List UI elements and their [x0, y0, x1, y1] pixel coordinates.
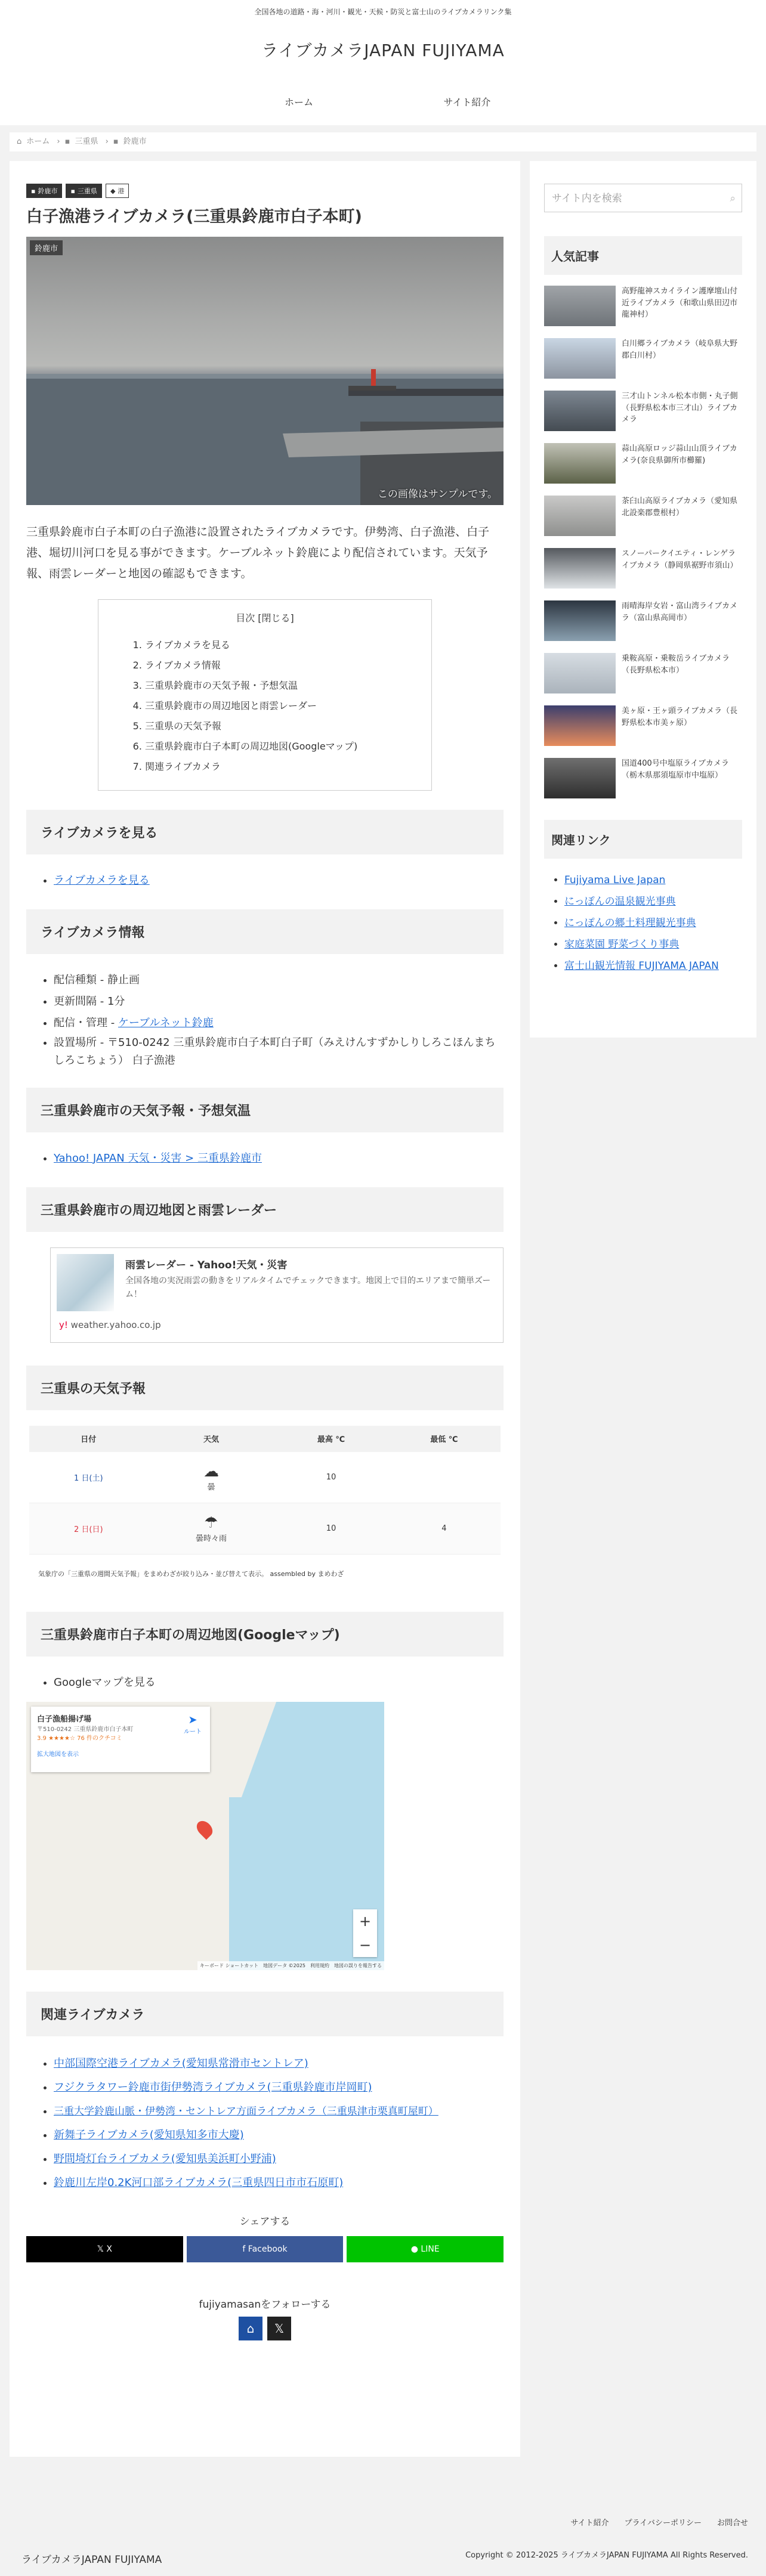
map-place-name: 白子漁船揚げ場	[37, 1715, 92, 1724]
info-item: • 更新間隔 - 1分	[54, 991, 504, 1013]
map-list-item: • Googleマップを見る	[54, 1672, 504, 1693]
footer	[0, 2504, 766, 2576]
cloud-icon: ☁	[203, 1462, 219, 1481]
popular-item-title: 雨晴海岸女岩・富山湾ライブカメラ（富山県高岡市）	[622, 602, 738, 623]
popular-thumbnail	[544, 338, 616, 379]
popular-item-title: 蒜山高原ロッジ蒜山山頂ライブカメラ(奈良県御所市櫛羅)	[622, 444, 737, 465]
low-temp-cell: 4	[388, 1503, 501, 1555]
weather-source-note: 気象庁の「三重県の週間天気予報」をまめわざが絞り込み・並び替えて表示。 assembled by まめわざ	[38, 1570, 344, 1578]
main-content	[10, 161, 520, 2457]
popular-item-title: 白川郷ライブカメラ（岐阜県大野郡白川村）	[622, 339, 738, 360]
category-badge[interactable]	[26, 184, 62, 198]
main-nav	[0, 78, 766, 125]
popular-item[interactable]	[544, 758, 742, 800]
table-header: 最低 ℃	[388, 1426, 501, 1452]
facebook-icon: f	[242, 2244, 246, 2255]
weather-label: 曇時々雨	[195, 1534, 227, 1544]
card-url	[59, 1320, 161, 1330]
x-follow-button[interactable]	[267, 2317, 291, 2340]
share-x-label: X	[106, 2244, 112, 2255]
sidebar	[530, 161, 756, 1038]
sidebar-link[interactable]: にっぽんの郷土料理観光事典	[564, 917, 696, 929]
info-label: 配信・管理 -	[54, 1016, 118, 1029]
yahoo-icon: y!	[59, 1319, 68, 1330]
popular-heading: 人気記事	[544, 236, 742, 275]
high-temp-cell: 10	[274, 1503, 387, 1555]
breadcrumb-home[interactable]: ホーム	[26, 137, 50, 146]
date-cell: 2 日(日)	[29, 1503, 148, 1555]
home-icon: ⌂	[246, 2321, 255, 2336]
related-link[interactable]: フジクラタワー鈴鹿市街伊勢湾ライブカメラ(三重県鈴鹿市岸岡町)	[54, 2081, 372, 2094]
card-url-text: weather.yahoo.co.jp	[70, 1319, 161, 1330]
radar-thumbnail	[57, 1254, 114, 1311]
popular-item-title: 乗鞍高原・乗鞍岳ライブカメラ（長野県松本市）	[622, 654, 730, 675]
popular-thumbnail	[544, 653, 616, 693]
toc-item[interactable]: 1. ライブカメラを見る	[145, 635, 413, 655]
category-label: 鈴鹿市	[38, 187, 58, 195]
section-heading: 三重県鈴鹿市の周辺地図と雨雲レーダー	[26, 1187, 504, 1232]
weather-table	[29, 1426, 501, 1555]
popular-item[interactable]	[544, 496, 742, 537]
table-row	[29, 1503, 501, 1555]
section-heading: 三重県の天気予報	[26, 1366, 504, 1410]
weather-label: 曇	[207, 1482, 215, 1492]
section-heading: ライブカメラを見る	[26, 810, 504, 854]
tag-badge[interactable]	[106, 184, 129, 198]
cloud-rain-icon: ☂	[204, 1514, 218, 1532]
provider-link[interactable]: ケーブルネット鈴鹿	[118, 1016, 214, 1029]
footer-site-name[interactable]: ライブカメラJAPAN FUJIYAMA	[21, 2554, 162, 2566]
nav-home[interactable]: ホーム	[284, 96, 313, 108]
popular-item[interactable]	[544, 391, 742, 432]
popular-item-title: スノーパークイエティ・レンゲライブカメラ（静岡県裾野市須山）	[622, 549, 738, 570]
camera-info-list	[26, 970, 504, 1070]
toc-item[interactable]: 4. 三重県鈴鹿市の周辺地図と雨雲レーダー	[145, 696, 413, 716]
map-info-box	[31, 1707, 210, 1772]
toc-item[interactable]: 5. 三重県の天気予報	[145, 716, 413, 736]
section-heading: ライブカメラ情報	[26, 909, 504, 954]
related-link[interactable]: 新舞子ライブカメラ(愛知県知多市大慶)	[54, 2129, 244, 2142]
popular-item[interactable]	[544, 600, 742, 642]
zoom-out-button[interactable]: −	[359, 1937, 372, 1954]
search-input[interactable]	[544, 184, 742, 212]
map-route[interactable]	[184, 1714, 202, 1735]
breadcrumb-city[interactable]: 鈴鹿市	[123, 137, 147, 146]
toc-item[interactable]: 3. 三重県鈴鹿市の天気予報・予想気温	[145, 676, 413, 696]
tag-icon: ◆	[110, 187, 116, 195]
map-larger-link[interactable]: 拡大地図を表示	[37, 1751, 79, 1758]
tag-label: 港	[118, 187, 125, 195]
popular-thumbnail	[544, 600, 616, 641]
map-footer: キーボード ショートカット 地図データ ©2025 利用規約 地図の誤りを報告する	[197, 1961, 384, 1970]
harbor-scene	[26, 237, 504, 505]
zoom-controls	[353, 1909, 377, 1957]
category-badge[interactable]	[66, 184, 101, 198]
folder-icon: ▪	[70, 187, 75, 195]
sidebar-link[interactable]: にっぽんの温泉観光事典	[564, 896, 676, 908]
table-header: 日付	[29, 1426, 148, 1452]
share-line-button[interactable]	[347, 2236, 504, 2262]
post-title: 白子漁港ライブカメラ(三重県鈴鹿市白子本町)	[26, 208, 362, 226]
related-link[interactable]: 中部国際空港ライブカメラ(愛知県常滑市セントレア)	[54, 2057, 308, 2070]
eyecatch-image	[26, 237, 504, 505]
sidebar-link[interactable]: Fujiyama Live Japan	[564, 874, 666, 886]
popular-thumbnail	[544, 391, 616, 431]
popular-item[interactable]	[544, 338, 742, 380]
section-heading: 三重県鈴鹿市白子本町の周辺地図(Googleマップ)	[26, 1612, 504, 1657]
section-heading: 関連ライブカメラ	[26, 1992, 504, 2036]
table-of-contents	[98, 599, 432, 791]
popular-item[interactable]	[544, 286, 742, 327]
line-icon: ●	[410, 2244, 418, 2255]
popular-thumbnail	[544, 705, 616, 746]
breadcrumb	[10, 132, 756, 151]
sidebar-link[interactable]: 富士山観光情報 FUJIYAMA JAPAN	[564, 960, 719, 972]
info-item	[54, 1013, 504, 1034]
chevron-icon: ›	[57, 137, 60, 146]
folder-icon: ▪	[113, 137, 119, 146]
low-temp-cell	[388, 1452, 501, 1503]
popular-item-title: 高野龍神スカイライン護摩壇山付近ライブカメラ（和歌山県田辺市龍神村）	[622, 287, 738, 319]
footer-link[interactable]: プライバシーポリシー	[624, 2519, 702, 2528]
weather-cell	[148, 1452, 275, 1503]
yahoo-weather-link[interactable]: Yahoo! JAPAN 天気・災害 > 三重県鈴鹿市	[54, 1151, 262, 1165]
share-fb-label: Facebook	[248, 2244, 288, 2255]
popular-thumbnail	[544, 443, 616, 484]
x-icon: 𝕏	[274, 2321, 285, 2336]
popular-item-title: 美ヶ原・王ヶ頭ライブカメラ（長野県松本市美ヶ原）	[622, 707, 738, 727]
chevron-icon: ›	[105, 137, 109, 146]
popular-thumbnail	[544, 548, 616, 589]
footer-link[interactable]: サイト紹介	[570, 2519, 609, 2528]
date-cell: 1 日(土)	[29, 1452, 148, 1503]
x-icon: 𝕏	[97, 2244, 104, 2255]
directions-icon: ➤	[188, 1714, 197, 1727]
popular-item[interactable]	[544, 653, 742, 695]
links-heading: 関連リンク	[544, 820, 742, 859]
toc-item[interactable]: 2. ライブカメラ情報	[145, 655, 413, 676]
popular-item-title: 茶臼山高原ライブカメラ（愛知県北設楽郡豊根村）	[622, 497, 738, 518]
search-icon[interactable]: ⌕	[730, 193, 736, 205]
popular-item-title: 国道400号中塩原ライブカメラ（栃木県那須塩原市中塩原）	[622, 759, 729, 780]
popular-thumbnail	[544, 758, 616, 798]
table-row	[29, 1452, 501, 1503]
related-list	[26, 2052, 504, 2195]
site-tagline: 全国各地の道路・海・河川・観光・天候・防災と富士山のライブカメラリンク集	[254, 8, 512, 16]
footer-link[interactable]: お問合せ	[716, 2519, 748, 2528]
view-camera-link[interactable]: ライブカメラを見る	[54, 874, 150, 887]
card-title: 雨雲レーダー - Yahoo!天気・災害	[125, 1259, 288, 1271]
popular-item[interactable]	[544, 443, 742, 485]
related-link[interactable]: 野間埼灯台ライブカメラ(愛知県美浜町小野浦)	[54, 2153, 276, 2166]
popular-item-title: 三才山トンネル松本市側・丸子側（長野県松本市三才山）ライブカメラ	[622, 392, 738, 424]
popular-item[interactable]	[544, 705, 742, 747]
home-follow-button[interactable]	[239, 2317, 262, 2340]
zoom-in-button[interactable]: +	[359, 1913, 372, 1930]
popular-thumbnail	[544, 286, 616, 326]
info-item: • 設置場所 - 〒510-0242 三重県鈴鹿市白子本町白子町（みえけんすずかしりしろこほんまちしろこちょう） 白子漁港	[54, 1034, 504, 1070]
related-link[interactable]: 鈴鹿川左岸0.2K河口部ライブカメラ(三重県四日市市石原町)	[54, 2176, 344, 2190]
sidebar-link[interactable]: 家庭菜園 野菜づくり事典	[564, 939, 679, 950]
google-map[interactable]	[26, 1702, 384, 1970]
table-header: 天気	[148, 1426, 275, 1452]
nav-about[interactable]: サイト紹介	[443, 96, 491, 108]
copyright: Copyright © 2012-2025 ライブカメラJAPAN FUJIYAMA All Rights Reserved.	[465, 2551, 748, 2560]
table-header: 最高 ℃	[274, 1426, 387, 1452]
site-title[interactable]: ライブカメラJAPAN FUJIYAMA	[261, 41, 505, 60]
intro-text: 三重県鈴鹿市白子本町の白子漁港に設置されたライブカメラです。伊勢湾、白子漁港、白子港、堀切川河口を見る事ができます。ケーブルネット鈴鹿により配信されています。天気予報、雨雲レーダーと地図の確認もできます。	[26, 525, 490, 581]
card-description: 全国各地の実況雨雲の動きをリアルタイムでチェックできます。地図上で目的エリアまで簡単ズーム！	[125, 1275, 491, 1300]
link-card[interactable]	[50, 1247, 504, 1343]
share-facebook-button[interactable]	[187, 2236, 344, 2262]
toc-item[interactable]: 6. 三重県鈴鹿市白子本町の周辺地図(Googleマップ)	[145, 736, 413, 757]
popular-item[interactable]	[544, 548, 742, 590]
high-temp-cell: 10	[274, 1452, 387, 1503]
popular-thumbnail	[544, 496, 616, 536]
folder-icon: ▪	[64, 137, 70, 146]
image-sample-note: この画像はサンプルです。	[377, 488, 498, 501]
share-line-label: LINE	[421, 2244, 440, 2255]
section-heading: 三重県鈴鹿市の天気予報・予想気温	[26, 1088, 504, 1132]
toc-title[interactable]: 目次 [閉じる]	[236, 612, 294, 624]
info-item: • 配信種類 - 静止画	[54, 970, 504, 991]
breadcrumb-pref[interactable]: 三重県	[75, 137, 98, 146]
map-rating: 3.9 ★★★★☆ 76 件のクチコミ	[37, 1735, 122, 1742]
toc-item[interactable]: 7. 関連ライブカメラ	[145, 757, 413, 777]
search-placeholder: サイト内を検索	[552, 193, 622, 205]
category-label: 三重県	[77, 187, 97, 195]
follow-title: fujiyamasanをフォローする	[199, 2299, 331, 2311]
home-icon: ⌂	[17, 137, 22, 146]
share-title: シェアする	[239, 2216, 291, 2228]
share-x-button[interactable]	[26, 2236, 183, 2262]
weather-cell	[148, 1503, 275, 1555]
folder-icon: ▪	[31, 187, 36, 195]
route-label: ルート	[184, 1729, 202, 1736]
image-category-label: 鈴鹿市	[30, 240, 63, 255]
related-link[interactable]: 三重大学鈴鹿山脈・伊勢湾・セントレア方面ライブカメラ（三重県津市栗真町屋町）	[54, 2106, 438, 2118]
map-address: 〒510-0242 三重県鈴鹿市白子本町	[37, 1726, 134, 1733]
